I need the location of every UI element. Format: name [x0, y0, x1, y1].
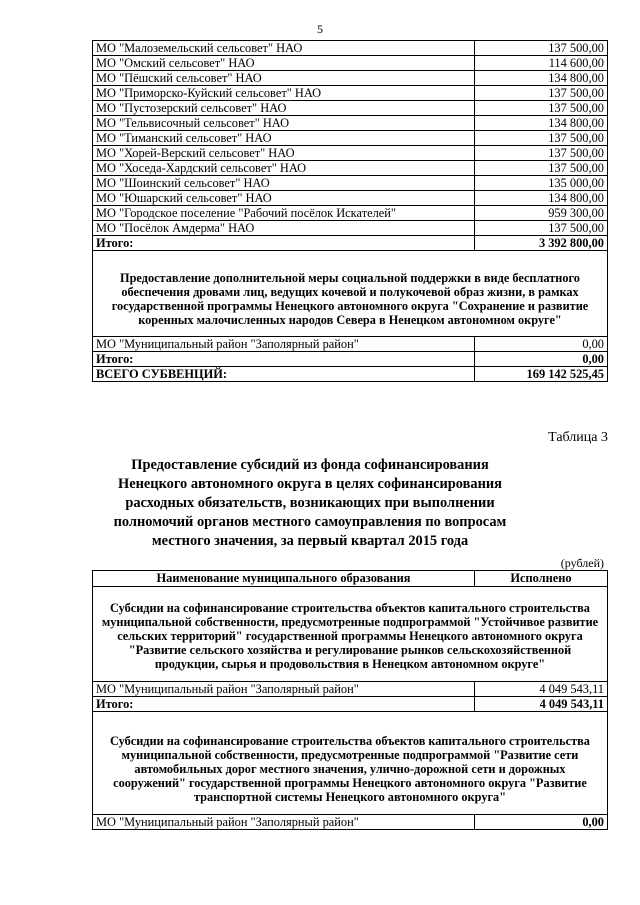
- table-row: [93, 815, 608, 830]
- municipality-name: МО "Юшарский сельсовет" НАО: [93, 191, 475, 206]
- municipality-name: МО "Посёлок Амдерма" НАО: [93, 221, 475, 236]
- table-row: [93, 221, 608, 236]
- municipality-name: МО "Муниципальный район "Заполярный район": [93, 815, 475, 830]
- table-row: [93, 116, 608, 131]
- table-row: [93, 56, 608, 71]
- section-description-row: [93, 251, 608, 337]
- table-row: [93, 206, 608, 221]
- amount: 114 600,00: [475, 56, 608, 71]
- municipality-name: МО "Омский сельсовет" НАО: [93, 56, 475, 71]
- total-row: [93, 236, 608, 251]
- total-label: Итого:: [93, 352, 475, 367]
- table-row: [93, 86, 608, 101]
- municipality-name: МО "Хоседа-Хардский сельсовет" НАО: [93, 161, 475, 176]
- column-header-value: Исполнено: [475, 571, 608, 587]
- section-description-row: [93, 587, 608, 682]
- amount: 137 500,00: [475, 146, 608, 161]
- table-row: [93, 191, 608, 206]
- municipality-name: МО "Тиманский сельсовет" НАО: [93, 131, 475, 146]
- municipality-name: МО "Хорей-Верский сельсовет" НАО: [93, 146, 475, 161]
- page-number: 5: [317, 22, 323, 36]
- amount: 137 500,00: [475, 101, 608, 116]
- table-row: [93, 682, 608, 697]
- total-value: 3 392 800,00: [475, 236, 608, 251]
- column-header-name: Наименование муниципального образования: [93, 571, 475, 587]
- grand-total-row: [93, 367, 608, 382]
- table-row: [93, 176, 608, 191]
- subsidies-table: [92, 570, 608, 830]
- amount: 0,00: [475, 337, 608, 352]
- document-title: Предоставление субсидий из фонда софинансирования Ненецкого автономного округа в целях софинансирования расходных обязательств, возникающих при выполнении полномочий органов местного самоуправления по вопросам местного значения, за первый квартал 2015 года: [113, 457, 507, 549]
- table-row: [93, 41, 608, 56]
- section-description: Предоставление дополнительной меры социальной поддержки в виде бесплатного обеспечения дровами лиц, ведущих кочевой и полукочевой образ жизни, в рамках государственной программы Ненецкого автономного округа "Сохранение и развитие коренных малочисленных народов Севера в Ненецком автономном округе": [93, 251, 608, 337]
- grand-total-value: 169 142 525,45: [475, 367, 608, 382]
- grand-total-label: ВСЕГО СУБВЕНЦИЙ:: [93, 367, 475, 382]
- amount: 135 000,00: [475, 176, 608, 191]
- section-description: Субсидии на софинансирование строительства объектов капитального строительства муниципальной собственности, предусмотренные подпрограммой "Устойчивое развитие сельских территорий" государственной программы Ненецкого автономного округа "Развитие сельского хозяйства и регулирование рынков сельскохозяйственной продукции, сырья и продовольствия в Ненецком автономном округе": [93, 587, 608, 682]
- amount: 137 500,00: [475, 221, 608, 236]
- municipality-name: МО "Малоземельский сельсовет" НАО: [93, 41, 475, 56]
- amount: 959 300,00: [475, 206, 608, 221]
- table-row: [93, 131, 608, 146]
- amount: 137 500,00: [475, 86, 608, 101]
- municipality-name: МО "Муниципальный район "Заполярный район": [93, 682, 475, 697]
- table-number-label: Таблица 3: [548, 430, 608, 445]
- subventions-table: [92, 40, 608, 382]
- table-row: [93, 161, 608, 176]
- total-value: 0,00: [475, 352, 608, 367]
- municipality-name: МО "Пустозерский сельсовет" НАО: [93, 101, 475, 116]
- amount: 4 049 543,11: [475, 682, 608, 697]
- amount: 134 800,00: [475, 191, 608, 206]
- amount: 137 500,00: [475, 41, 608, 56]
- amount: 137 500,00: [475, 131, 608, 146]
- municipality-name: МО "Шоинский сельсовет" НАО: [93, 176, 475, 191]
- table-row: [93, 337, 608, 352]
- amount: 134 800,00: [475, 71, 608, 86]
- table-row: [93, 71, 608, 86]
- table-row: [93, 101, 608, 116]
- table-row: [93, 146, 608, 161]
- total-row: [93, 697, 608, 712]
- total-value: 4 049 543,11: [475, 697, 608, 712]
- municipality-name: МО "Пёшский сельсовет" НАО: [93, 71, 475, 86]
- total-label: Итого:: [93, 236, 475, 251]
- municipality-name: МО "Городское поселение "Рабочий посёлок Искателей": [93, 206, 475, 221]
- municipality-name: МО "Приморско-Куйский сельсовет" НАО: [93, 86, 475, 101]
- total-row: [93, 352, 608, 367]
- municipality-name: МО "Муниципальный район "Заполярный район": [93, 337, 475, 352]
- amount: 134 800,00: [475, 116, 608, 131]
- amount: 137 500,00: [475, 161, 608, 176]
- section-description-row: [93, 712, 608, 815]
- municipality-name: МО "Тельвисочный сельсовет" НАО: [93, 116, 475, 131]
- total-label: Итого:: [93, 697, 475, 712]
- units-label: (рублей): [560, 556, 604, 570]
- section-description: Субсидии на софинансирование строительства объектов капитального строительства муниципальной собственности, предусмотренные подпрограммой "Развитие сети автомобильных дорог местного значения, улично-дорожной сети и дорожных сооружений" государственной программы Ненецкого автономного округа "Развитие транспортной системы Ненецкого автономного округа": [93, 712, 608, 815]
- amount: 0,00: [475, 815, 608, 830]
- table-header-row: [93, 571, 608, 587]
